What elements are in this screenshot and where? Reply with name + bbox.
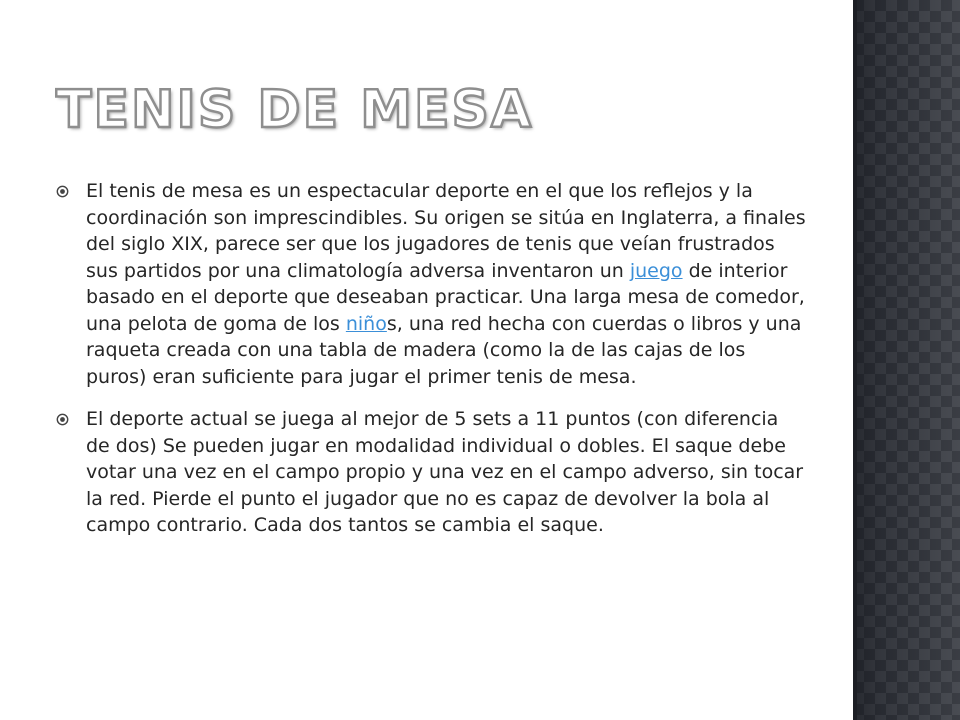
bullet-text-segment: El deporte actual se juega al mejor de 5 sets a 11 puntos (con diferencia de dos) Se pueden jugar en modalidad individual o dobles. El saque debe votar una vez en el campo propio y una vez en el campo adverso, sin tocar la red. Pierde el punto el jugador que no es capaz de devolver la bola al campo contrario. Cada dos tantos se cambia el saque.	[86, 408, 804, 536]
circle-bullet-icon	[56, 406, 86, 429]
bullet-item	[56, 406, 806, 539]
circle-bullet-icon-svg	[56, 185, 69, 198]
bullet-list	[56, 178, 806, 555]
bullet-text	[86, 406, 806, 539]
bullet-text-segment: de interior basado en el deporte que deseaban practicar. Una larga mesa de comedor, una pelota de goma de los	[86, 259, 805, 335]
circle-bullet-icon	[56, 178, 86, 201]
bullet-text-segment: El tenis de mesa es un espectacular deporte en el que los reflejos y la coordinación son imprescindibles. Su origen se sitúa en Inglaterra, a finales del siglo XIX, parece ser que los jugadores de tenis que veían frustrados sus partidos por una climatología adversa inventaron un	[86, 180, 806, 282]
bullet-text	[86, 178, 806, 390]
link-juego[interactable]: juego	[629, 259, 683, 282]
slide-title: TENIS DE MESA	[56, 80, 534, 140]
bullet-item	[56, 178, 806, 390]
decorative-side-panel	[853, 0, 960, 720]
bullet-text-segment: s, una red hecha con cuerdas o libros y una raqueta creada con una tabla de madera (como la de las cajas de los puros) eran suficiente para jugar el primer tenis de mesa.	[86, 312, 802, 388]
link-nino[interactable]: niño	[345, 312, 387, 335]
circle-bullet-icon-svg	[56, 413, 69, 426]
